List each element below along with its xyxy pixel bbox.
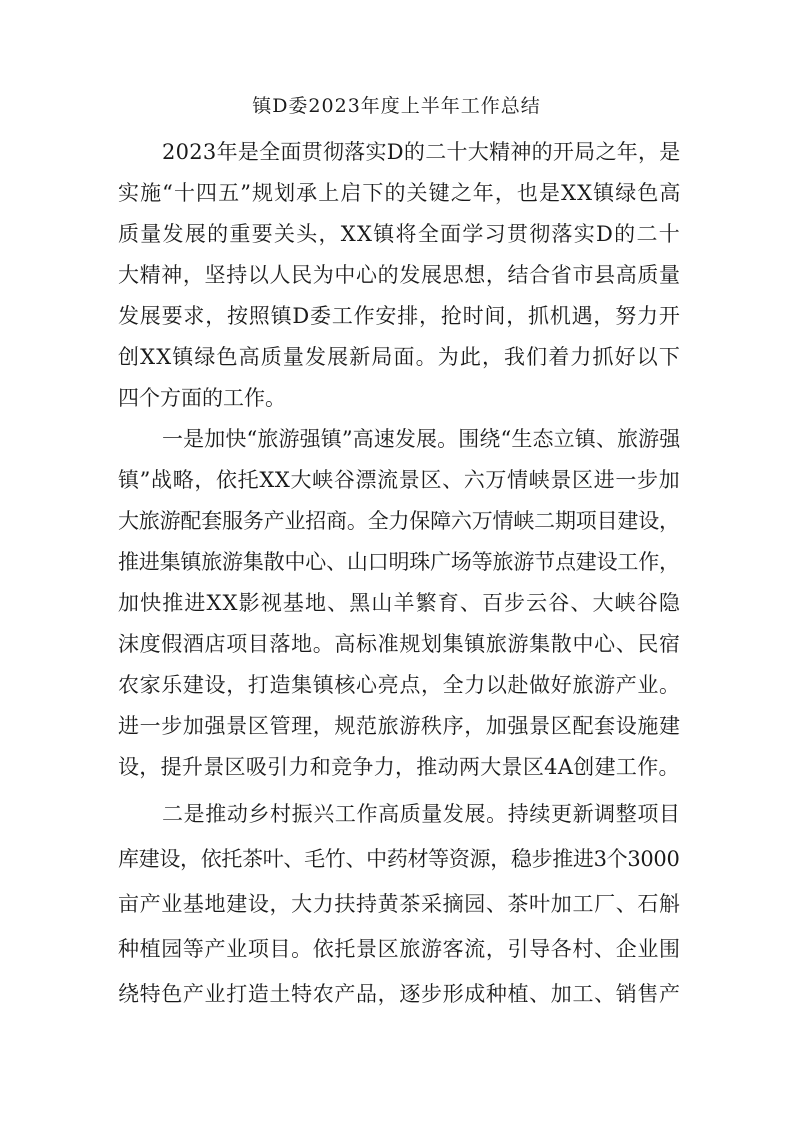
paragraph-1-line-5: 发展要求，按照镇D委工作安排，抢时间，抓机遇，努力开 bbox=[118, 304, 681, 328]
paragraph-1-line-2: 实施“十四五”规划承上启下的关键之年，也是XX镇绿色高 bbox=[118, 181, 682, 205]
paragraph-2-line-9: 设，提升景区吸引力和竞争力，推动两大景区4A创建工作。 bbox=[118, 755, 680, 779]
paragraph-2-line-4: 推进集镇旅游集散中心、山口明珠广场等旅游节点建设工作， bbox=[118, 550, 680, 574]
paragraph-2-line-3: 大旅游配套服务产业招商。全力保障六万情峡二期项目建设， bbox=[118, 509, 680, 533]
paragraph-1-line-6: 创XX镇绿色高质量发展新局面。为此，我们着力抓好以下 bbox=[118, 345, 682, 369]
paragraph-2-line-8: 进一步加强景区管理，规范旅游秩序，加强景区配套设施建 bbox=[118, 714, 681, 738]
paragraph-2-line-1: 一是加快“旅游强镇”高速发展。围绕“生态立镇、旅游强 bbox=[162, 427, 681, 451]
paragraph-1-line-4: 大精神，坚持以人民为中心的发展思想，结合省市县高质量 bbox=[118, 263, 681, 287]
paragraph-2-line-5: 加快推进XX影视基地、黑山羊繁育、百步云谷、大峡谷隐 bbox=[118, 591, 682, 615]
paragraph-3-line-3: 亩产业基地建设，大力扶持黄茶采摘园、茶叶加工厂、石斛 bbox=[118, 892, 681, 916]
paragraph-2-line-6: 沫度假酒店项目落地。高标准规划集镇旅游集散中心、民宿 bbox=[118, 632, 681, 656]
paragraph-1-line-3: 质量发展的重要关头，XX镇将全面学习贯彻落实D的二十 bbox=[118, 222, 682, 246]
paragraph-1-line-7: 四个方面的工作。 bbox=[118, 386, 286, 410]
paragraph-3-line-2: 库建设，依托茶叶、毛竹、中药材等资源，稳步推进3个3000 bbox=[118, 847, 680, 871]
paragraph-2-line-2: 镇”战略，依托XX大峡谷漂流景区、六万情峡景区进一步加 bbox=[118, 468, 681, 492]
paragraph-3-line-4: 种植园等产业项目。依托景区旅游客流，引导各村、企业围 bbox=[118, 937, 681, 961]
paragraph-3-line-1: 二是推动乡村振兴工作高质量发展。持续更新调整项目 bbox=[162, 802, 681, 826]
paragraph-3-line-5: 绕特色产业打造土特农产品，逐步形成种植、加工、销售产 bbox=[118, 982, 681, 1006]
document-title: 镇D委2023年度上半年工作总结 bbox=[252, 95, 541, 117]
paragraph-1-line-1: 2023年是全面贯彻落实D的二十大精神的开局之年，是 bbox=[162, 140, 681, 164]
paragraph-2-line-7: 农家乐建设，打造集镇核心亮点，全力以赴做好旅游产业。 bbox=[118, 673, 681, 697]
